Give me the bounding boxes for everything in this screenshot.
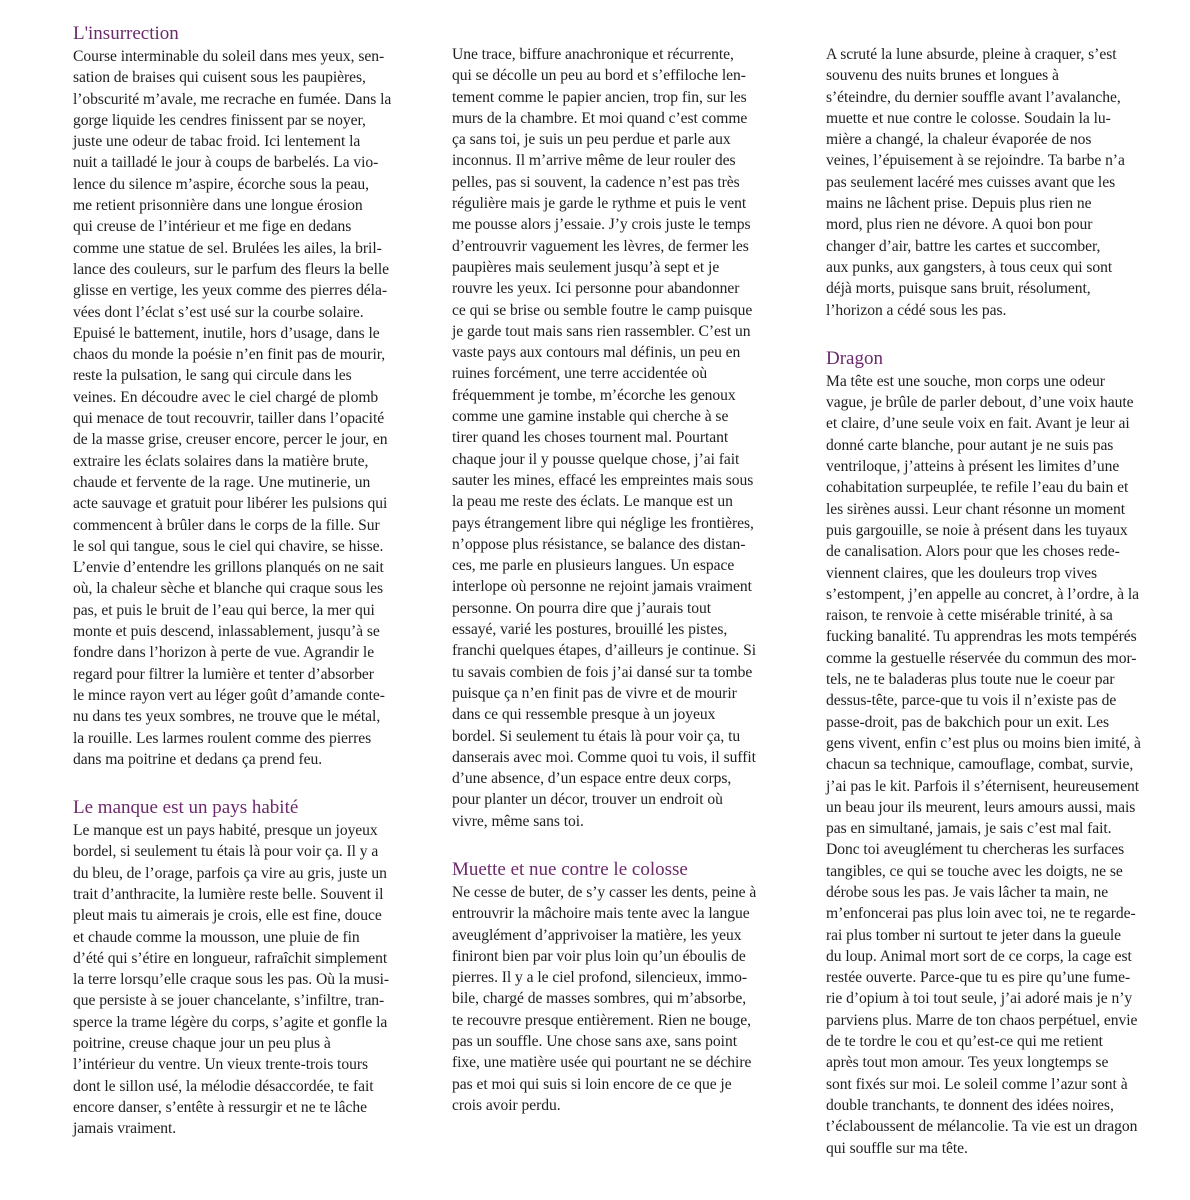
text-line: double tranchants, te donnent des idées noires,	[826, 1096, 1114, 1114]
text-line: l’horizon a cédé sous les pas.	[826, 301, 1007, 319]
text-line: sont fixés sur moi. Le soleil comme l’azur sont à	[826, 1075, 1128, 1093]
text-line: changer d’air, battre les cartes et succomber,	[826, 237, 1101, 255]
text-line: un beau jour ils meurent, leurs amours aussi, mais	[826, 798, 1136, 816]
text-line: me pousse alors j’essaie. J’y crois juste le temps	[452, 216, 751, 234]
text-line: raison, te renvoie à cette misérable trinité, à sa	[826, 607, 1113, 625]
text-line: où, la chaleur sèche et blanche qui craque sous les	[73, 580, 384, 598]
text-line: fréquemment je tombe, m’écorche les genoux	[452, 386, 736, 404]
text-line: tels, ne te baladeras plus toute nue le coeur par	[826, 671, 1115, 689]
text-line: comme une statue de sel. Brulées les ailes, la bril-	[73, 239, 382, 257]
section-body	[452, 44, 804, 832]
text-line: comme la gestuelle réservée du commun des mor-	[826, 649, 1137, 667]
column-2	[452, 22, 804, 1142]
text-line: lence du silence m’aspire, écorche sous la peau,	[73, 175, 369, 193]
text-line: interlope où personne ne rejoint jamais vraiment	[452, 578, 752, 596]
text-line: inconnus. Il m’arrive même de leur rouler des	[452, 152, 736, 170]
text-line: l’intérieur du ventre. Un vieux trente-trois tours	[73, 1056, 368, 1074]
section-title: Le manque est un pays habité	[73, 797, 299, 819]
section-body	[73, 46, 425, 770]
text-line: vées dont l’éclat s’est usé sur la courbe solaire.	[73, 303, 364, 321]
text-line: restée ouverte. Parce-que tu es pire qu’une fume-	[826, 969, 1131, 987]
text-line: que persiste à se jouer chancelante, s’infiltre, tran-	[73, 992, 385, 1010]
section-body	[826, 44, 1178, 321]
text-line: chaos du monde la poésie n’en finit pas de mourir,	[73, 346, 386, 364]
text-line: Donc toi aveuglément tu chercheras les surfaces	[826, 841, 1125, 859]
text-line: qui creuse de l’intérieur et me fige en dedans	[73, 218, 352, 236]
column-3	[826, 22, 1178, 1185]
text-line: A scruté la lune absurde, pleine à craquer, s’est	[826, 46, 1117, 63]
text-line: Epuisé le battement, inutile, hors d’usage, dans le	[73, 324, 380, 342]
text-line: du bleu, de l’orage, parfois ça vire au gris, juste un	[73, 864, 387, 882]
text-line: le mince rayon vert au léger goût d’amande conte-	[73, 686, 385, 704]
text-line: qui se décolle un peu au bord et s’effiloche len-	[452, 67, 746, 85]
text-line: déjà morts, puisque sans bruit, résolument,	[826, 280, 1091, 298]
text-line: pas en simultané, jamais, je sais c’est mal fait.	[826, 820, 1112, 838]
text-line: pays étrangement libre qui néglige les frontières,	[452, 514, 754, 532]
text-line: danserais avec moi. Comme quoi tu vois, il suffit	[452, 748, 756, 766]
column-1	[73, 22, 425, 1166]
text-line: dessus-tête, parce-que tu vois il n’existe pas de	[826, 692, 1117, 710]
text-line: mains ne lâchent prise. Depuis plus rien ne	[826, 195, 1092, 213]
text-line: rie d’opium à toi tout seule, j’ai adoré mais je n’y	[826, 990, 1133, 1008]
text-line: ruines forcément, une terre accidentée où	[452, 365, 708, 383]
text-line: veines. En découdre avec le ciel chargé de plomb	[73, 388, 379, 406]
text-line: qui menace de tout recouvrir, tailler dans l’opacité	[73, 410, 385, 428]
text-line: nu dans tes yeux sombres, ne trouve que le métal,	[73, 708, 381, 726]
text-line: ces, me parle en plusieurs langues. Un espace	[452, 557, 735, 575]
text-line: s’éteindre, du dernier souffle avant l’avalanche,	[826, 88, 1121, 106]
text-line: mord, plus rien ne dévore. A quoi bon pour	[826, 216, 1093, 234]
section-muette-continued	[826, 22, 1178, 321]
text-line: aveuglément d’apprivoiser la matière, les yeux	[452, 926, 742, 944]
text-line: acte sauvage et gratuit pour libérer les pulsions qui	[73, 495, 388, 513]
text-line: lance des couleurs, sur le parfum des fleurs la belle	[73, 260, 390, 278]
text-line: veines, l’épuisement à se rejoindre. Ta barbe n’a	[826, 152, 1125, 170]
text-line: pelles, pas si souvent, la cadence n’est pas très	[452, 173, 740, 191]
text-line: personne. On pourra dire que j’aurais tout	[452, 599, 712, 617]
text-line: pierres. Il y a le ciel profond, silencieux, immo-	[452, 969, 747, 987]
text-line: jamais vraiment.	[73, 1120, 177, 1138]
text-line: Une trace, biffure anachronique et récurrente,	[452, 46, 734, 63]
text-line: sauter les mines, effacé les empreintes mais sous	[452, 471, 754, 489]
text-line: Ne cesse de buter, de s’y casser les dents, peine à	[452, 883, 757, 901]
text-line: souvenu des nuits brunes et longues à	[826, 67, 1059, 85]
text-line: ça sans toi, je suis un peu perdue et parle aux	[452, 131, 731, 149]
text-line: essayé, varié les postures, brouillé les pistes,	[452, 621, 728, 639]
section-title: Muette et nue contre le colosse	[452, 858, 688, 880]
text-line: régulière mais je garde le rythme et puis le vent	[452, 195, 747, 213]
text-line: bile, chargé de masses sombres, qui m’absorbe,	[452, 990, 747, 1008]
section-le-manque	[73, 796, 425, 1139]
text-line: pour planter un décor, trouver un endroit où	[452, 791, 723, 809]
text-line: entrouvrir la mâchoire mais tente avec la langue	[452, 905, 750, 923]
text-line: juste une odeur de tabac froid. Ici lentement la	[73, 133, 361, 151]
section-le-manque-continued	[452, 22, 804, 832]
section-dragon	[826, 347, 1178, 1159]
text-line: fucking banalité. Tu apprendras les mots tempérés	[826, 628, 1137, 646]
text-line: n’oppose plus résistance, se balance des distan-	[452, 535, 746, 553]
section-body	[73, 820, 425, 1139]
text-line: tu savais combien de fois j’ai dansé sur ta tombe	[452, 663, 753, 681]
text-line: je garde tout mais sans rien rassembler. C’est un	[452, 322, 751, 340]
text-line: finiront bien par voir plus loin qu’un éboulis de	[452, 947, 746, 965]
text-line: poitrine, creuse chaque jour un peu plus à	[73, 1035, 331, 1053]
text-line: franchi quelques étapes, d’ailleurs je continue. Si	[452, 642, 757, 660]
text-line: chaque jour il y pousse quelque chose, j’ai fait	[452, 450, 740, 468]
text-line: t’éclaboussent de mélancolie. Ta vie est un dragon	[826, 1118, 1138, 1136]
text-line: tirer quand les choses tournent mal. Pourtant	[452, 429, 729, 447]
text-line: nuit a tailladé le jour à coups de barbelés. La vio-	[73, 154, 379, 172]
text-line: vaste pays aux contours mal définis, un peu en	[452, 344, 741, 362]
text-line: l’obscurité m’avale, me recrache en fumée. Dans la	[73, 90, 392, 108]
text-line: gens vivent, enfin c’est plus ou moins bien imité, à	[826, 734, 1141, 752]
text-line: le sol qui tangue, sous le ciel qui chavire, se hisse.	[73, 537, 384, 555]
text-line: Ma tête est une souche, mon corps une odeur	[826, 372, 1105, 390]
text-line: fixe, une matière usée qui pourtant ne se déchire	[452, 1054, 752, 1072]
text-line: paupières mais seulement jusqu’à sept et je	[452, 258, 720, 276]
text-line: bordel, si seulement tu étais là pour voir ça. Il y a	[73, 843, 379, 861]
text-line: parviens plus. Marre de ton chaos perpétuel, envie	[826, 1011, 1138, 1029]
text-line: encore danser, s’entête à ressurgir et ne te lâche	[73, 1098, 368, 1116]
text-line: ce qui se brise ou semble foutre le camp puisque	[452, 301, 753, 319]
text-line: de te tordre le cou et qu’est-ce qui me retient	[826, 1033, 1103, 1051]
text-line: rai plus tomber ni surtout te jeter dans la gueule	[826, 926, 1122, 944]
text-line: dans ce qui ressemble presque à un joyeux	[452, 706, 716, 724]
text-line: crois avoir perdu.	[452, 1096, 561, 1114]
text-line: mière a changé, la chaleur évaporée de nos	[826, 131, 1092, 149]
text-line: aux punks, aux gangsters, à tous ceux qui sont	[826, 258, 1113, 276]
text-line: et claire, d’une seule voix en fait. Avant je leur ai	[826, 415, 1130, 433]
text-line: m’enfoncerai pas plus loin avec toi, ne te regarde-	[826, 905, 1136, 923]
text-line: pleut mais tu aimerais je crois, elle est fine, douce	[73, 907, 382, 925]
text-line: d’été qui s’étire en longueur, rafraîchit simplement	[73, 949, 388, 967]
text-line: donné carte blanche, pour autant je ne suis pas	[826, 436, 1114, 454]
text-line: me retient prisonnière dans une longue érosion	[73, 197, 363, 215]
text-line: murs de la chambre. Et moi quand c’est comme	[452, 109, 748, 127]
text-line: chacun sa technique, camouflage, combat, survie,	[826, 756, 1134, 774]
text-line: monte et puis descend, inlassablement, jusqu’à se	[73, 623, 380, 641]
text-line: comme une gamine instable qui cherche à se	[452, 408, 729, 426]
text-line: et chaude comme la mousson, une pluie de fin	[73, 928, 360, 946]
text-line: commencent à brûler dans le corps de la fille. Sur	[73, 516, 380, 534]
text-line: trait d’anthracite, la lumière reste belle. Souvent il	[73, 885, 384, 903]
text-line: les sirènes aussi. Leur chant résonne un moment	[826, 500, 1126, 518]
text-line: dans ma poitrine et dedans ça prend feu.	[73, 750, 323, 768]
section-body	[826, 371, 1178, 1159]
text-line: passe-droit, pas de bakchich pour un exit. Les	[826, 713, 1110, 731]
text-line: chaude et fervente de la rage. Une mutinerie, un	[73, 473, 371, 491]
text-line: sperce la trame légère du corps, s’agite et gonfle la	[73, 1013, 388, 1031]
text-line: pas seulement lacéré mes cuisses avant que les	[826, 173, 1116, 191]
text-line: puis gargouille, se noie à présent dans les tuyaux	[826, 521, 1128, 539]
text-line: vivre, même sans toi.	[452, 812, 584, 830]
text-line: j’ai pas le kit. Parfois il s’éternisent, heureusement	[826, 777, 1139, 795]
text-line: tangibles, ce qui se touche avec les doigts, ne se	[826, 862, 1123, 880]
text-line: s’estompent, j’en appelle au concret, à l’ordre, à la	[826, 585, 1139, 603]
text-line: dérobe sous les pas. Je vais lâcher ta main, ne	[826, 883, 1109, 901]
text-line: Course interminable du soleil dans mes yeux, sen-	[73, 48, 385, 65]
text-line: extraire les éclats solaires dans la matière brute,	[73, 452, 369, 470]
text-line: bordel. Si seulement tu étais là pour voir ça, tu	[452, 727, 741, 745]
text-line: d’une absence, d’un espace entre deux corps,	[452, 770, 732, 788]
section-muette	[452, 858, 804, 1116]
text-line: la rouille. Les larmes roulent comme des pierres	[73, 729, 372, 747]
text-line: L’envie d’entendre les grillons planqués on ne sait	[73, 559, 384, 577]
text-line: cohabitation surpeuplée, te refile l’eau du bain et	[826, 479, 1129, 497]
text-line: rouvre les yeux. Ici personne pour abandonner	[452, 280, 740, 298]
text-line: dont le sillon usé, la mélodie désaccordée, te fait	[73, 1077, 374, 1095]
text-line: fondre dans l’horizon à perte de vue. Agrandir le	[73, 644, 375, 662]
text-line: regard pour filtrer la lumière et tenter d’absorber	[73, 665, 374, 683]
text-line: puisque ça n’en finit pas de vivre et de mourir	[452, 684, 737, 702]
text-line: qui souffle sur ma tête.	[826, 1139, 968, 1157]
section-insurrection	[73, 22, 425, 770]
text-line: du loup. Animal mort sort de ce corps, la cage est	[826, 947, 1132, 965]
text-line: Le manque est un pays habité, presque un joyeux	[73, 822, 378, 840]
text-line: sation de braises qui cuisent sous les paupières,	[73, 69, 366, 87]
section-title: Dragon	[826, 347, 883, 369]
section-body	[452, 882, 804, 1116]
text-line: d’entrouvrir vaguement les lèvres, de fermer les	[452, 237, 749, 255]
text-line: tement comme le papier ancien, trop fin, sur les	[452, 88, 747, 106]
text-line: glisse en vertige, les yeux comme des pierres déla-	[73, 282, 387, 300]
text-line: après tout mon amour. Tes yeux longtemps se	[826, 1054, 1109, 1072]
text-line: vague, je brûle de parler debout, d’une voix haute	[826, 394, 1134, 412]
text-line: de la masse grise, creuser encore, percer le jour, en	[73, 431, 388, 449]
text-line: gorge liquide les cendres finissent par se noyer,	[73, 111, 366, 129]
text-line: pas et moi qui suis si loin encore de ce que je	[452, 1075, 732, 1093]
text-line: ventriloque, j’atteins à présent les limites d’une	[826, 458, 1120, 476]
text-line: pas, et puis le bruit de l’eau qui berce, la mer qui	[73, 601, 375, 619]
text-line: la peau me reste des éclats. Le manque est un	[452, 493, 733, 511]
text-line: la terre lorsqu’elle craque sous les pas. Où la musi-	[73, 971, 390, 989]
text-line: te recouvre presque entièrement. Rien ne bouge,	[452, 1011, 752, 1029]
section-title: L'insurrection	[73, 23, 179, 44]
text-line: reste la pulsation, le sang qui circule dans les	[73, 367, 352, 385]
text-line: muette et nue contre le colosse. Soudain la lu-	[826, 109, 1111, 127]
text-line: de canalisation. Alors pour que les choses rede-	[826, 543, 1120, 561]
text-line: viennent claires, que les douleurs trop vives	[826, 564, 1097, 582]
text-line: pas un souffle. Une chose sans axe, sans point	[452, 1033, 737, 1051]
